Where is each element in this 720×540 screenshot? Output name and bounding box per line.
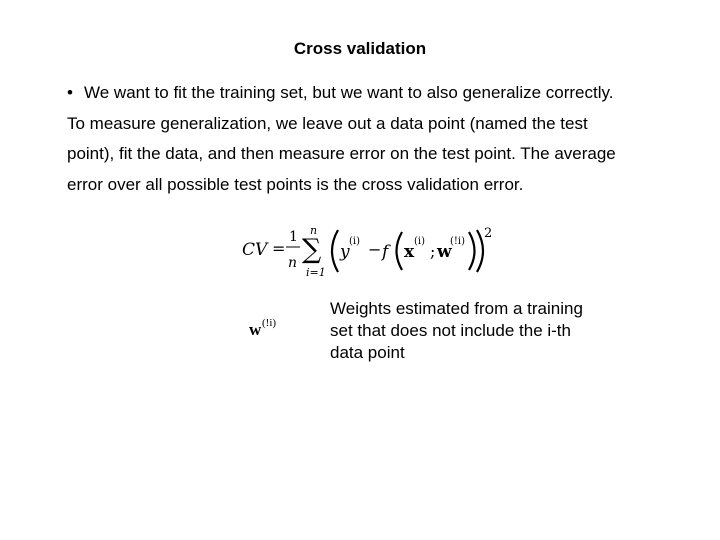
inner-right-paren (469, 232, 475, 270)
line-4: error over all possible test points is the cross validation error. (67, 174, 524, 194)
fraction-numerator: 1 (289, 229, 298, 245)
w-vector: w (437, 242, 452, 262)
w-superscript: (!i) (450, 236, 466, 247)
note-line-3: data point (330, 343, 405, 362)
weights-w: w (249, 320, 262, 339)
outer-left-paren (332, 230, 338, 272)
bullet-marker: • (67, 83, 73, 102)
square-exponent: 2 (484, 226, 493, 241)
line-1: We want to fit the training set, but we want to also generalize correctly. (84, 83, 614, 102)
note-line-2: set that does not include the i-th (330, 321, 571, 340)
weights-superscript: (!i) (262, 317, 277, 329)
slide-title: Cross validation (293, 39, 427, 58)
summation-sign: ∑ (302, 234, 322, 265)
body-paragraph (67, 78, 667, 200)
semicolon: ; (430, 242, 436, 261)
x-superscript: (i) (414, 236, 426, 247)
f-symbol: f (382, 242, 389, 262)
y-symbol: y (340, 242, 350, 262)
fraction-denominator: n (288, 255, 298, 271)
y-superscript: (i) (349, 236, 361, 247)
minus-sign: − (368, 240, 382, 259)
cv-formula-svg (242, 222, 502, 280)
line-3: point), fit the data, and then measure error on the test point. The average (67, 144, 616, 163)
bullet-line (67, 78, 667, 109)
sum-upper-limit: n (310, 224, 318, 237)
weights-description (330, 298, 610, 364)
equals-sign: = (272, 239, 286, 258)
line-2: To measure generalization, we leave out a data point (named the test (67, 113, 588, 133)
weights-symbol-svg (248, 312, 298, 342)
weights-symbol (248, 312, 298, 342)
inner-left-paren (397, 232, 403, 270)
sum-lower-limit: i=1 (306, 266, 326, 279)
cv-formula (242, 222, 502, 280)
cv-label: CV (242, 240, 268, 260)
note-line-1: Weights estimated from a training (330, 299, 583, 318)
x-vector: x (404, 242, 415, 262)
outer-right-paren (477, 230, 483, 272)
